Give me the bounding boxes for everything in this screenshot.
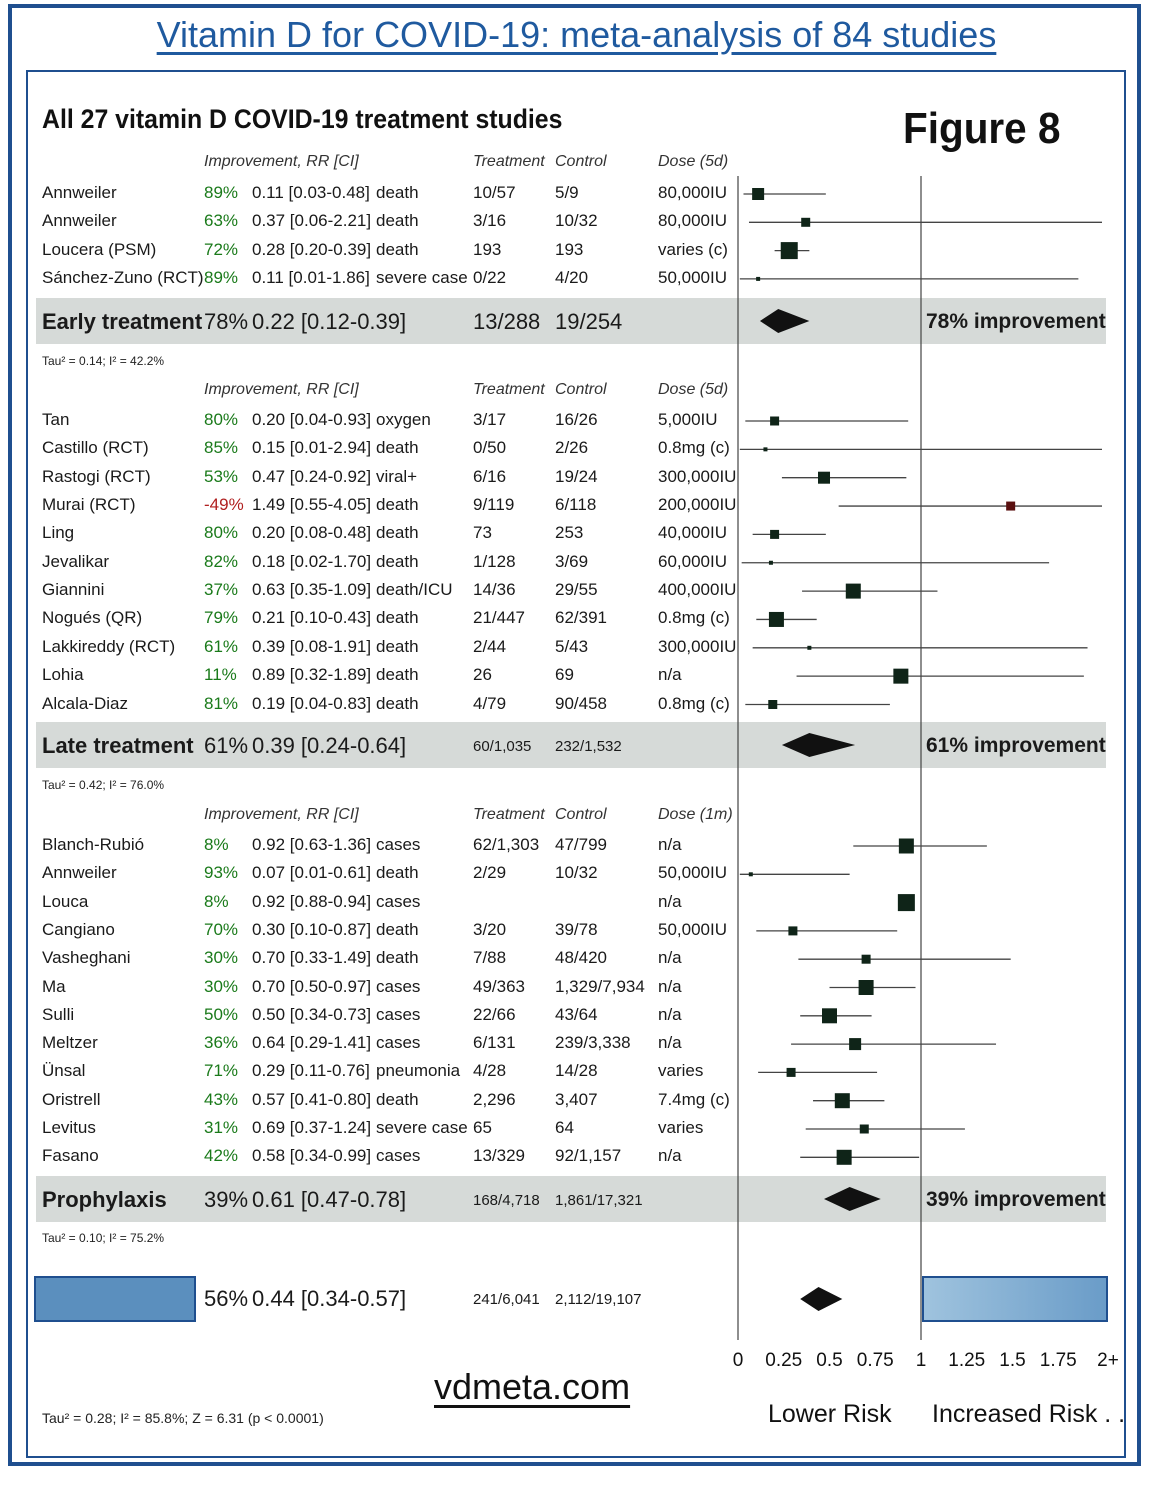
point-marker bbox=[898, 894, 915, 911]
study-improvement: 31% bbox=[204, 1118, 239, 1137]
study-improvement: 80% bbox=[204, 410, 239, 429]
group-improvement: 39% bbox=[204, 1187, 249, 1212]
point-marker bbox=[818, 472, 830, 484]
study-outcome: death bbox=[376, 551, 419, 571]
study-rr: 0.70 [0.50-0.97] bbox=[252, 976, 372, 996]
study-dose: varies bbox=[658, 1061, 704, 1081]
group-rr: 0.61 [0.47-0.78] bbox=[252, 1187, 407, 1212]
study-outcome: cases bbox=[376, 1146, 421, 1166]
study-dose: 0.8mg (c) bbox=[658, 608, 730, 628]
study-improvement: 36% bbox=[204, 1033, 239, 1053]
study-control: 253 bbox=[555, 523, 584, 543]
point-marker bbox=[862, 955, 871, 964]
study-control: 239/3,338 bbox=[555, 1033, 631, 1053]
study-treatment: 2,296 bbox=[473, 1089, 516, 1109]
study-dose: 300,000IU bbox=[658, 466, 737, 486]
point-marker bbox=[859, 980, 874, 995]
study-dose: 80,000IU bbox=[658, 183, 727, 202]
column-header-control: Control bbox=[555, 153, 607, 170]
study-improvement: 11% bbox=[204, 665, 237, 685]
point-marker bbox=[770, 417, 779, 426]
study-dose: 7.4mg (c) bbox=[658, 1089, 730, 1109]
study-improvement: 30% bbox=[204, 948, 239, 968]
overall-control: 2,112/19,107 bbox=[555, 1291, 642, 1308]
study-name: Castillo (RCT) bbox=[42, 438, 149, 458]
group-control: 19/254 bbox=[555, 309, 623, 334]
study-name: Oristrell bbox=[42, 1089, 101, 1109]
overall-diamond bbox=[800, 1287, 842, 1311]
study-control: 10/32 bbox=[555, 863, 598, 883]
group-name: Early treatment bbox=[42, 309, 203, 334]
study-improvement: 72% bbox=[204, 239, 239, 259]
study-name: Giannini bbox=[42, 580, 105, 600]
study-treatment: 49/363 bbox=[473, 976, 525, 996]
study-control: 5/9 bbox=[555, 183, 579, 202]
study-outcome: severe case bbox=[376, 267, 468, 287]
study-name: Sánchez-Zuno (RCT) bbox=[42, 267, 204, 287]
study-rr: 0.37 [0.06-2.21] bbox=[252, 211, 372, 231]
study-treatment: 9/119 bbox=[473, 495, 515, 515]
study-name: Annweiler bbox=[42, 863, 117, 883]
study-rr: 0.07 [0.01-0.61] bbox=[252, 863, 372, 883]
study-improvement: 82% bbox=[204, 551, 239, 571]
study-name: Alcala-Diaz bbox=[42, 693, 128, 713]
study-improvement: 93% bbox=[204, 863, 239, 883]
study-outcome: cases bbox=[376, 1033, 421, 1053]
study-outcome: death bbox=[376, 608, 419, 628]
x-tick-label: 1 bbox=[915, 1350, 927, 1371]
study-improvement: 89% bbox=[204, 183, 239, 202]
x-tick-label: 1.5 bbox=[999, 1350, 1026, 1371]
point-marker bbox=[769, 612, 784, 627]
study-treatment: 7/88 bbox=[473, 948, 507, 968]
website-link[interactable]: vdmeta.com bbox=[434, 1366, 631, 1407]
column-header-treatment: Treatment bbox=[473, 153, 545, 170]
point-marker bbox=[756, 277, 760, 281]
study-outcome: death bbox=[376, 636, 419, 656]
study-rr: 0.57 [0.41-0.80] bbox=[252, 1089, 372, 1109]
point-marker bbox=[770, 530, 779, 539]
column-header-improvement: Improvement, RR [CI] bbox=[204, 806, 359, 823]
study-control: 193 bbox=[555, 239, 584, 259]
study-control: 47/799 bbox=[555, 835, 607, 854]
study-treatment: 26 bbox=[473, 665, 492, 685]
column-header-control: Control bbox=[555, 806, 607, 823]
study-name: Blanch-Rubió bbox=[42, 835, 145, 854]
study-outcome: death bbox=[376, 948, 419, 968]
study-outcome: death bbox=[376, 693, 419, 713]
study-rr: 0.21 [0.10-0.43] bbox=[252, 608, 372, 628]
study-control: 39/78 bbox=[555, 919, 598, 939]
study-rr: 0.15 [0.01-2.94] bbox=[252, 438, 372, 458]
study-dose: 5,000IU bbox=[658, 410, 718, 429]
study-rr: 0.20 [0.08-0.48] bbox=[252, 523, 372, 543]
study-improvement: 81% bbox=[204, 693, 239, 713]
study-name: Sulli bbox=[42, 1004, 75, 1024]
study-dose: n/a bbox=[658, 948, 682, 968]
study-treatment: 1/128 bbox=[473, 551, 516, 571]
study-rr: 0.47 [0.24-0.92] bbox=[252, 466, 372, 486]
study-control: 48/420 bbox=[555, 948, 607, 968]
study-name: Lakkireddy (RCT) bbox=[42, 636, 176, 656]
study-rr: 0.64 [0.29-1.41] bbox=[252, 1033, 372, 1053]
x-tick-label: 0.5 bbox=[816, 1350, 843, 1371]
study-rr: 0.92 [0.63-1.36] bbox=[252, 835, 372, 854]
study-treatment: 3/16 bbox=[473, 211, 507, 231]
study-rr: 0.19 [0.04-0.83] bbox=[252, 693, 372, 713]
study-outcome: death bbox=[376, 211, 419, 231]
point-marker bbox=[893, 669, 908, 684]
study-improvement: 71% bbox=[204, 1061, 239, 1081]
point-marker bbox=[768, 700, 777, 709]
x-tick-label: 0.75 bbox=[856, 1350, 894, 1371]
study-treatment: 4/28 bbox=[473, 1061, 507, 1081]
study-treatment: 2/44 bbox=[473, 636, 507, 656]
study-name: Annweiler bbox=[42, 211, 117, 231]
study-dose: varies (c) bbox=[658, 239, 728, 259]
point-marker bbox=[749, 872, 753, 876]
study-outcome: death bbox=[376, 438, 419, 458]
study-rr: 1.49 [0.55-4.05] bbox=[252, 495, 372, 515]
study-outcome: death bbox=[376, 919, 419, 939]
study-name: Ling bbox=[42, 523, 75, 543]
study-dose: 80,000IU bbox=[658, 211, 727, 231]
study-outcome: death/ICU bbox=[376, 580, 453, 600]
study-dose: n/a bbox=[658, 1004, 682, 1024]
lower-risk-label: Lower Risk bbox=[768, 1400, 892, 1428]
study-treatment: 6/131 bbox=[473, 1033, 516, 1053]
group-result-label: 78% improvement bbox=[926, 310, 1106, 333]
x-tick-label: 0.25 bbox=[765, 1350, 803, 1371]
study-dose: 50,000IU bbox=[658, 863, 727, 883]
study-improvement: 89% bbox=[204, 267, 239, 287]
study-outcome: cases bbox=[376, 835, 421, 854]
x-tick-label: 2+ bbox=[1097, 1350, 1119, 1371]
group-rr: 0.22 [0.12-0.39] bbox=[252, 309, 407, 334]
study-rr: 0.30 [0.10-0.87] bbox=[252, 919, 372, 939]
column-header-control: Control bbox=[555, 381, 607, 398]
study-name: Murai (RCT) bbox=[42, 495, 136, 515]
study-name: Nogués (QR) bbox=[42, 608, 143, 628]
summary-diamond bbox=[760, 309, 809, 333]
study-rr: 0.58 [0.34-0.99] bbox=[252, 1146, 372, 1166]
study-name: Loucera (PSM) bbox=[42, 239, 157, 259]
point-marker bbox=[860, 1125, 869, 1134]
point-marker bbox=[807, 646, 811, 650]
column-header-dose: Dose (5d) bbox=[658, 153, 729, 170]
study-improvement: -49% bbox=[204, 495, 244, 515]
point-marker bbox=[837, 1150, 852, 1165]
study-dose: 0.8mg (c) bbox=[658, 693, 730, 713]
study-dose: n/a bbox=[658, 1033, 682, 1053]
heterogeneity-stats: Tau² = 0.14; I² = 42.2% bbox=[42, 354, 165, 368]
study-improvement: 37% bbox=[204, 580, 239, 600]
heterogeneity-stats: Tau² = 0.42; I² = 76.0% bbox=[42, 778, 165, 792]
study-rr: 0.69 [0.37-1.24] bbox=[252, 1118, 372, 1137]
study-treatment: 0/50 bbox=[473, 438, 507, 458]
column-header-dose: Dose (5d) bbox=[658, 381, 729, 398]
study-control: 92/1,157 bbox=[555, 1146, 622, 1166]
study-outcome: death bbox=[376, 1089, 419, 1109]
study-name: Lohia bbox=[42, 665, 84, 685]
study-control: 16/26 bbox=[555, 410, 598, 429]
point-marker bbox=[763, 447, 767, 451]
study-treatment: 193 bbox=[473, 239, 502, 259]
summary-diamond bbox=[824, 1187, 881, 1211]
point-marker bbox=[752, 188, 764, 200]
study-control: 14/28 bbox=[555, 1061, 598, 1081]
group-name: Prophylaxis bbox=[42, 1187, 167, 1212]
column-header-improvement: Improvement, RR [CI] bbox=[204, 381, 359, 398]
column-header-improvement: Improvement, RR [CI] bbox=[204, 153, 359, 170]
study-control: 6/118 bbox=[555, 495, 597, 515]
study-dose: 40,000IU bbox=[658, 523, 727, 543]
study-name: Vasheghani bbox=[42, 948, 131, 968]
point-marker bbox=[835, 1093, 850, 1108]
group-result-label: 39% improvement bbox=[926, 1188, 1106, 1211]
overall-rr: 0.44 [0.34-0.57] bbox=[252, 1286, 407, 1311]
study-dose: 50,000IU bbox=[658, 267, 727, 287]
group-improvement: 61% bbox=[204, 733, 249, 758]
study-treatment: 62/1,303 bbox=[473, 835, 540, 854]
increased-risk-label: Increased Risk . . bbox=[932, 1400, 1126, 1428]
point-marker bbox=[1006, 502, 1015, 511]
study-dose: 0.8mg (c) bbox=[658, 438, 730, 458]
study-rr: 0.28 [0.20-0.39] bbox=[252, 239, 372, 259]
column-header-treatment: Treatment bbox=[473, 381, 545, 398]
study-control: 43/64 bbox=[555, 1004, 598, 1024]
study-outcome: viral+ bbox=[376, 466, 418, 486]
point-marker bbox=[822, 1008, 837, 1023]
study-improvement: 50% bbox=[204, 1004, 239, 1024]
study-rr: 0.39 [0.08-1.91] bbox=[252, 636, 372, 656]
study-treatment: 2/29 bbox=[473, 863, 507, 883]
study-improvement: 63% bbox=[204, 211, 239, 231]
overall-heterogeneity: Tau² = 0.28; I² = 85.8%; Z = 6.31 (p < 0.0001) bbox=[42, 1410, 324, 1426]
study-dose: 300,000IU bbox=[658, 636, 737, 656]
study-outcome: pneumonia bbox=[376, 1061, 461, 1081]
study-dose: varies bbox=[658, 1118, 704, 1137]
study-treatment: 3/17 bbox=[473, 410, 507, 429]
study-control: 69 bbox=[555, 665, 574, 685]
point-marker bbox=[788, 926, 797, 935]
study-outcome: death bbox=[376, 863, 419, 883]
group-control: 232/1,532 bbox=[555, 738, 622, 755]
study-dose: 400,000IU bbox=[658, 580, 737, 600]
study-outcome: cases bbox=[376, 891, 421, 911]
study-improvement: 30% bbox=[204, 976, 239, 996]
study-control: 62/391 bbox=[555, 608, 607, 628]
study-dose: n/a bbox=[658, 665, 682, 685]
study-rr: 0.63 [0.35-1.09] bbox=[252, 580, 372, 600]
study-outcome: cases bbox=[376, 1004, 421, 1024]
study-treatment: 14/36 bbox=[473, 580, 516, 600]
overall-treatment: 241/6,041 bbox=[473, 1291, 540, 1308]
study-improvement: 85% bbox=[204, 438, 239, 458]
study-dose: 60,000IU bbox=[658, 551, 727, 571]
study-treatment: 65 bbox=[473, 1118, 492, 1137]
study-control: 29/55 bbox=[555, 580, 598, 600]
point-marker bbox=[787, 1068, 796, 1077]
study-name: Fasano bbox=[42, 1146, 99, 1166]
group-name: Late treatment bbox=[42, 733, 194, 758]
main-title: Vitamin D for COVID-19: meta-analysis of 84 studies bbox=[156, 14, 997, 55]
study-control: 64 bbox=[555, 1118, 574, 1137]
study-treatment: 0/22 bbox=[473, 267, 507, 287]
study-name: Ma bbox=[42, 976, 66, 996]
study-improvement: 42% bbox=[204, 1146, 239, 1166]
study-treatment: 10/57 bbox=[473, 183, 516, 202]
study-rr: 0.92 [0.88-0.94] bbox=[252, 891, 372, 911]
study-improvement: 80% bbox=[204, 523, 239, 543]
study-dose: 50,000IU bbox=[658, 919, 727, 939]
study-treatment: 13/329 bbox=[473, 1146, 525, 1166]
study-dose: 200,000IU bbox=[658, 495, 737, 515]
study-rr: 0.70 [0.33-1.49] bbox=[252, 948, 372, 968]
study-name: Tan bbox=[42, 410, 70, 429]
group-rr: 0.39 [0.24-0.64] bbox=[252, 733, 407, 758]
x-tick-label: 1.75 bbox=[1039, 1350, 1077, 1371]
study-name: Ünsal bbox=[42, 1061, 86, 1081]
study-name: Louca bbox=[42, 891, 89, 911]
point-marker bbox=[846, 584, 861, 599]
study-name: Jevalikar bbox=[42, 551, 110, 571]
study-control: 5/43 bbox=[555, 636, 589, 656]
study-improvement: 70% bbox=[204, 919, 239, 939]
study-improvement: 8% bbox=[204, 835, 229, 854]
study-outcome: death bbox=[376, 495, 419, 515]
column-header-treatment: Treatment bbox=[473, 806, 545, 823]
group-treatment: 60/1,035 bbox=[473, 738, 532, 755]
study-name: Annweiler bbox=[42, 183, 117, 202]
study-treatment: 22/66 bbox=[473, 1004, 516, 1024]
group-treatment: 168/4,718 bbox=[473, 1192, 540, 1209]
x-tick-label: 0 bbox=[732, 1350, 744, 1371]
study-rr: 0.20 [0.04-0.93] bbox=[252, 410, 372, 429]
point-marker bbox=[899, 839, 914, 854]
study-rr: 0.11 [0.01-1.86] bbox=[252, 267, 370, 287]
study-name: Cangiano bbox=[42, 919, 115, 939]
study-control: 19/24 bbox=[555, 466, 598, 486]
figure-label: Figure 8 bbox=[903, 104, 1061, 153]
group-treatment: 13/288 bbox=[473, 309, 541, 334]
study-treatment: 6/16 bbox=[473, 466, 507, 486]
study-rr: 0.18 [0.02-1.70] bbox=[252, 551, 372, 571]
study-outcome: death bbox=[376, 183, 419, 202]
study-name: Levitus bbox=[42, 1118, 96, 1137]
study-control: 90/458 bbox=[555, 693, 607, 713]
study-improvement: 61% bbox=[204, 636, 239, 656]
study-rr: 0.50 [0.34-0.73] bbox=[252, 1004, 372, 1024]
group-control: 1,861/17,321 bbox=[555, 1192, 643, 1209]
heterogeneity-stats: Tau² = 0.10; I² = 75.2% bbox=[42, 1231, 165, 1245]
x-tick-label: 1.25 bbox=[948, 1350, 986, 1371]
study-improvement: 8% bbox=[204, 891, 229, 911]
summary-diamond bbox=[782, 733, 855, 757]
study-outcome: severe case bbox=[376, 1118, 468, 1137]
study-rr: 0.89 [0.32-1.89] bbox=[252, 665, 372, 685]
point-marker bbox=[801, 218, 810, 227]
study-name: Rastogi (RCT) bbox=[42, 466, 151, 486]
study-rr: 0.29 [0.11-0.76] bbox=[252, 1061, 370, 1081]
study-treatment: 21/447 bbox=[473, 608, 525, 628]
study-improvement: 79% bbox=[204, 608, 239, 628]
study-outcome: death bbox=[376, 665, 419, 685]
group-improvement: 78% bbox=[204, 309, 249, 334]
point-marker bbox=[849, 1038, 861, 1050]
study-name: Meltzer bbox=[42, 1033, 98, 1053]
point-marker bbox=[781, 242, 798, 259]
study-outcome: death bbox=[376, 239, 419, 259]
point-marker bbox=[769, 561, 773, 565]
chart-title: All 27 vitamin D COVID-19 treatment studies bbox=[42, 104, 563, 134]
group-result-label: 61% improvement bbox=[926, 734, 1106, 757]
study-control: 10/32 bbox=[555, 211, 598, 231]
study-improvement: 53% bbox=[204, 466, 239, 486]
column-header-dose: Dose (1m) bbox=[658, 806, 733, 823]
study-dose: n/a bbox=[658, 835, 682, 854]
study-control: 3/69 bbox=[555, 551, 589, 571]
study-improvement: 43% bbox=[204, 1089, 239, 1109]
study-treatment: 73 bbox=[473, 523, 492, 543]
study-control: 1,329/7,934 bbox=[555, 976, 645, 996]
study-dose: n/a bbox=[658, 976, 682, 996]
study-control: 3,407 bbox=[555, 1089, 598, 1109]
study-outcome: oxygen bbox=[376, 410, 431, 429]
study-control: 2/26 bbox=[555, 438, 589, 458]
overall-improvement: 56% bbox=[204, 1286, 249, 1311]
study-treatment: 3/20 bbox=[473, 919, 507, 939]
study-rr: 0.11 [0.03-0.48] bbox=[252, 183, 370, 202]
study-dose: n/a bbox=[658, 891, 682, 911]
study-treatment: 4/79 bbox=[473, 693, 507, 713]
study-control: 4/20 bbox=[555, 267, 589, 287]
study-outcome: cases bbox=[376, 976, 421, 996]
study-dose: n/a bbox=[658, 1146, 682, 1166]
study-outcome: death bbox=[376, 523, 419, 543]
